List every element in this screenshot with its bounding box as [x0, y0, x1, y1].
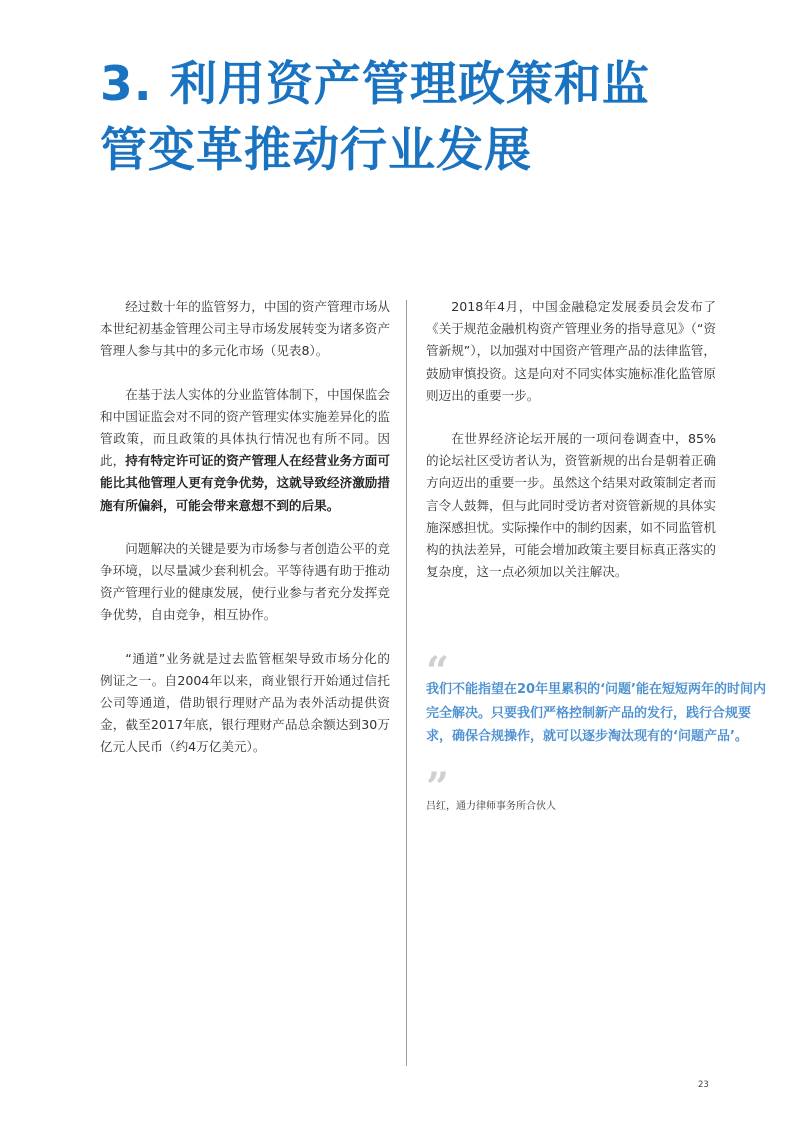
- right-paragraph-1: 2018年4月，中国金融稳定发展委员会发布了《关于规范金融机构资产管理业务的指导意见》（“资管新规”），以加强对中国资产管理产品的法律监管，鼓励审慎投资。这是向对不同实体实施标准化监管原则迈出的重要一步。: [426, 299, 716, 403]
- close-quote-icon: ”: [426, 764, 450, 811]
- page-title: [100, 52, 720, 184]
- pull-quote-text: 我们不能指望在20年里累积的‘问题’能在短短两年的时间内完全解决。只要我们严格控制新产品的发行，践行合规要求，确保合规操作，就可以逐步淘汰现有的‘问题产品’。: [426, 682, 766, 744]
- right-paragraph-2: 在世界经济论坛开展的一项问卷调查中，85%的论坛社区受访者认为，资管新规的出台是朝着正确方向迈出的重要一步。虽然这个结果对政策制定者而言令人鼓舞，但与此同时受访者对资管新规的具体实施深感担忧。实际操作中的制约因素，如不同监管机构的执法差异，可能会增加政策主要目标真正落实的复杂度，这一点必须加以关注解决。: [426, 431, 716, 580]
- title-line-2: 管变革推动行业发展: [100, 123, 532, 178]
- left-paragraph-2: [100, 384, 390, 517]
- open-quote-icon: “: [426, 648, 450, 695]
- left-paragraph-1: 经过数十年的监管努力，中国的资产管理市场从本世纪初基金管理公司主导市场发展转变为诸多资产管理人参与其中的多元化市场（见表8）。: [100, 299, 390, 359]
- title-line-1: 3. 利用资产管理政策和监: [100, 57, 650, 112]
- left-paragraph-4: “通道”业务就是过去监管框架导致市场分化的例证之一。自2004年以来，商业银行开始通过信托公司等通道，借助银行理财产品为表外活动提供资金，截至2017年底，银行理财产品总余额达到30万亿元人民币（约4万亿美元）。: [100, 650, 390, 755]
- right-column: [426, 296, 716, 604]
- page-number: 23: [698, 1080, 709, 1090]
- column-divider: [406, 300, 407, 1066]
- left-paragraph-3: 问题解决的关键是要为市场参与者创造公平的竞争环境，以尽量减少套利机会。平等待遇有助于推动资产管理行业的健康发展，使行业参与者充分发挥竞争优势，自由竞争，相互协作。: [100, 540, 390, 623]
- left-paragraph-2-text: 在基于法人实体的分业监管体制下，中国保监会和中国证监会对不同的资产管理实体实施差异化的监管政策，而且政策的具体执行情况也有所不同。因此，: [100, 386, 390, 469]
- left-column: [100, 296, 390, 780]
- quote-attribution: 吕红，通力律师事务所合伙人: [426, 801, 556, 812]
- left-paragraph-2-emphasis: 持有特定许可证的资产管理人在经营业务方面可能比其他管理人更有竞争优势，这就导致经济激励措施有所偏斜，可能会带来意想不到的后果。: [100, 453, 390, 513]
